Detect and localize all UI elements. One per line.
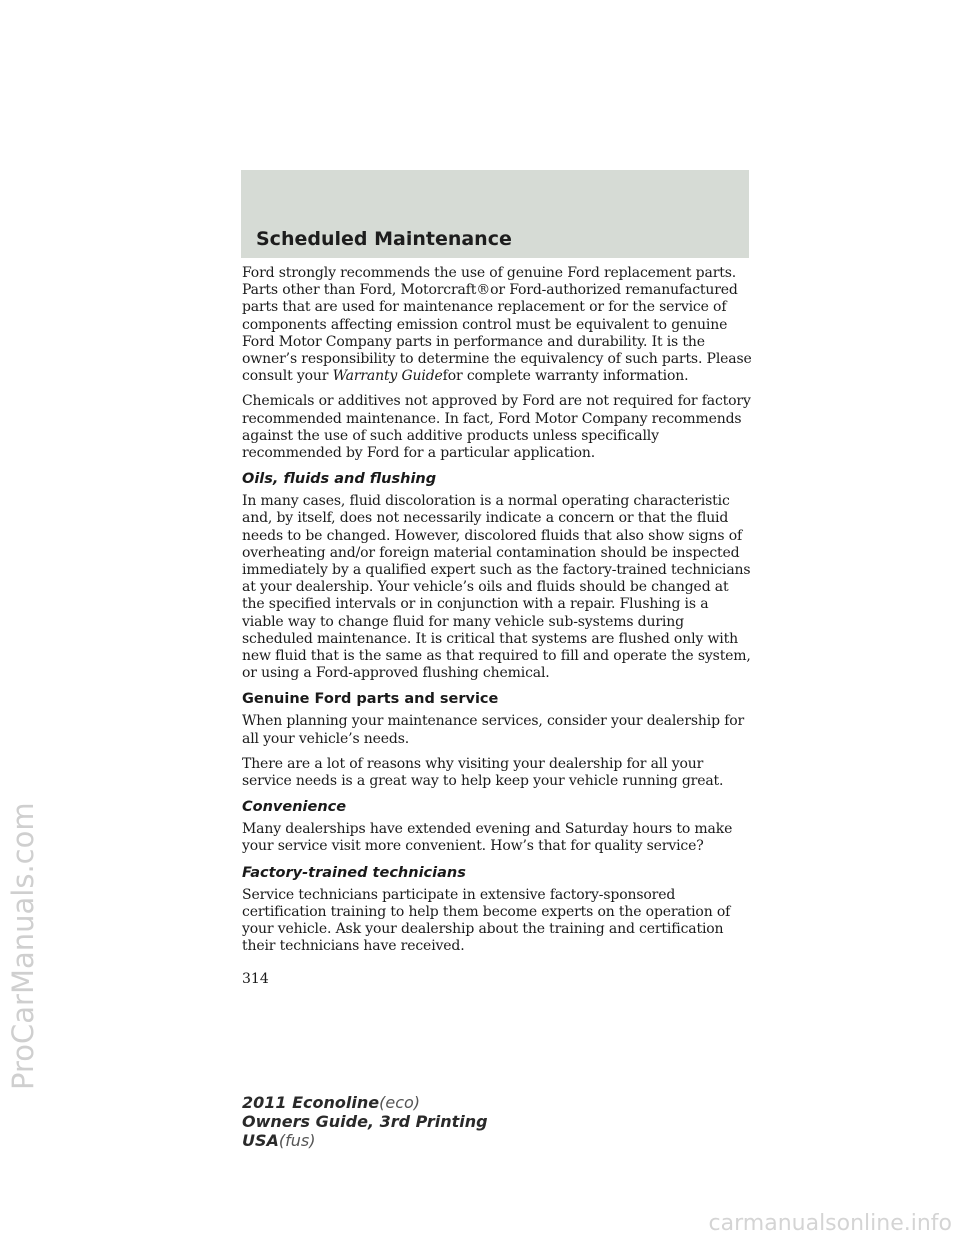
footer-region: USA [242, 1131, 279, 1150]
heading-genuine-parts: Genuine Ford parts and service [242, 691, 499, 708]
footer-line-guide [242, 1112, 488, 1131]
paragraph-reasons: There are a lot of reasons why visiting your dealership for all your service needs is a great way to help keep your vehicle running great. [242, 755, 724, 790]
heading-factory-trained: Factory-trained technicians [242, 864, 466, 881]
paragraph-planning: When planning your maintenance services, consider your dealership for all your vehicle’s needs. [242, 713, 745, 747]
paragraph-chemicals: Chemicals or additives not approved by Ford are not required for factory recommended maintenance. In fact, Ford Motor Company recommends against the use of such additive products unless specifically recommended by Ford for a particular application. [242, 393, 751, 462]
footer-model-code: (eco) [379, 1093, 421, 1112]
footer-region-code: (fus) [278, 1131, 316, 1150]
paragraph-text: Ford strongly recommends the use of genuine Ford replacement parts. Parts other than Ford, Motorcraft®or Ford-authorized remanufactured parts that are used for maintenance replacement or for the service of components affecting emission control must be equivalent to genuine Ford Motor Company parts in performance and durability. It is the owner’s responsibility to determine the equivalency of such parts. Please consult your [242, 265, 752, 385]
warranty-guide-title: Warranty Guide [332, 368, 443, 385]
bottom-watermark: carmanualsonline.info [708, 1211, 952, 1236]
paragraph-genuine-parts [242, 265, 752, 385]
footer-line-model [242, 1093, 488, 1112]
heading-oils-fluids: Oils, fluids and flushing [242, 471, 437, 488]
page-number: 314 [242, 971, 269, 987]
footer-guide: Owners Guide, 3rd Printing [242, 1112, 488, 1131]
document-footer [242, 1093, 488, 1150]
footer-model: 2011 Econoline [242, 1093, 380, 1112]
paragraph-technicians: Service technicians participate in extensive factory-sponsored certification training to help them become experts on the operation of your vehicle. Ask your dealership about the training and certification their technicians have received. [242, 886, 731, 955]
paragraph-text: for complete warranty information. [442, 368, 689, 385]
paragraph-fluids: In many cases, fluid discoloration is a normal operating characteristic and, by itself, does not necessarily indicate a concern or that the fluid needs to be changed. However, discolored fluids that also show signs of overheating and/or foreign material contamination should be inspected immediately by a qualified expert such as the factory-trained technicians at your dealership. Your vehicle’s oils and fluids should be changed at the specified intervals or in conjunction with a repair. Flushing is a viable way to change fluid for many vehicle sub-systems during scheduled maintenance. It is critical that systems are flushed only with new fluid that is the same as that required to fill and operate the system, or using a Ford-approved flushing chemical. [242, 493, 751, 682]
paragraph-convenience: Many dealerships have extended evening and Saturday hours to make your service visit more convenient. How’s that for quality service? [242, 821, 733, 855]
section-title: Scheduled Maintenance [256, 228, 512, 250]
page-content [242, 265, 752, 964]
footer-line-region [242, 1131, 488, 1150]
heading-convenience: Convenience [242, 799, 347, 816]
side-watermark: ProCarManuals.com [6, 802, 40, 1090]
